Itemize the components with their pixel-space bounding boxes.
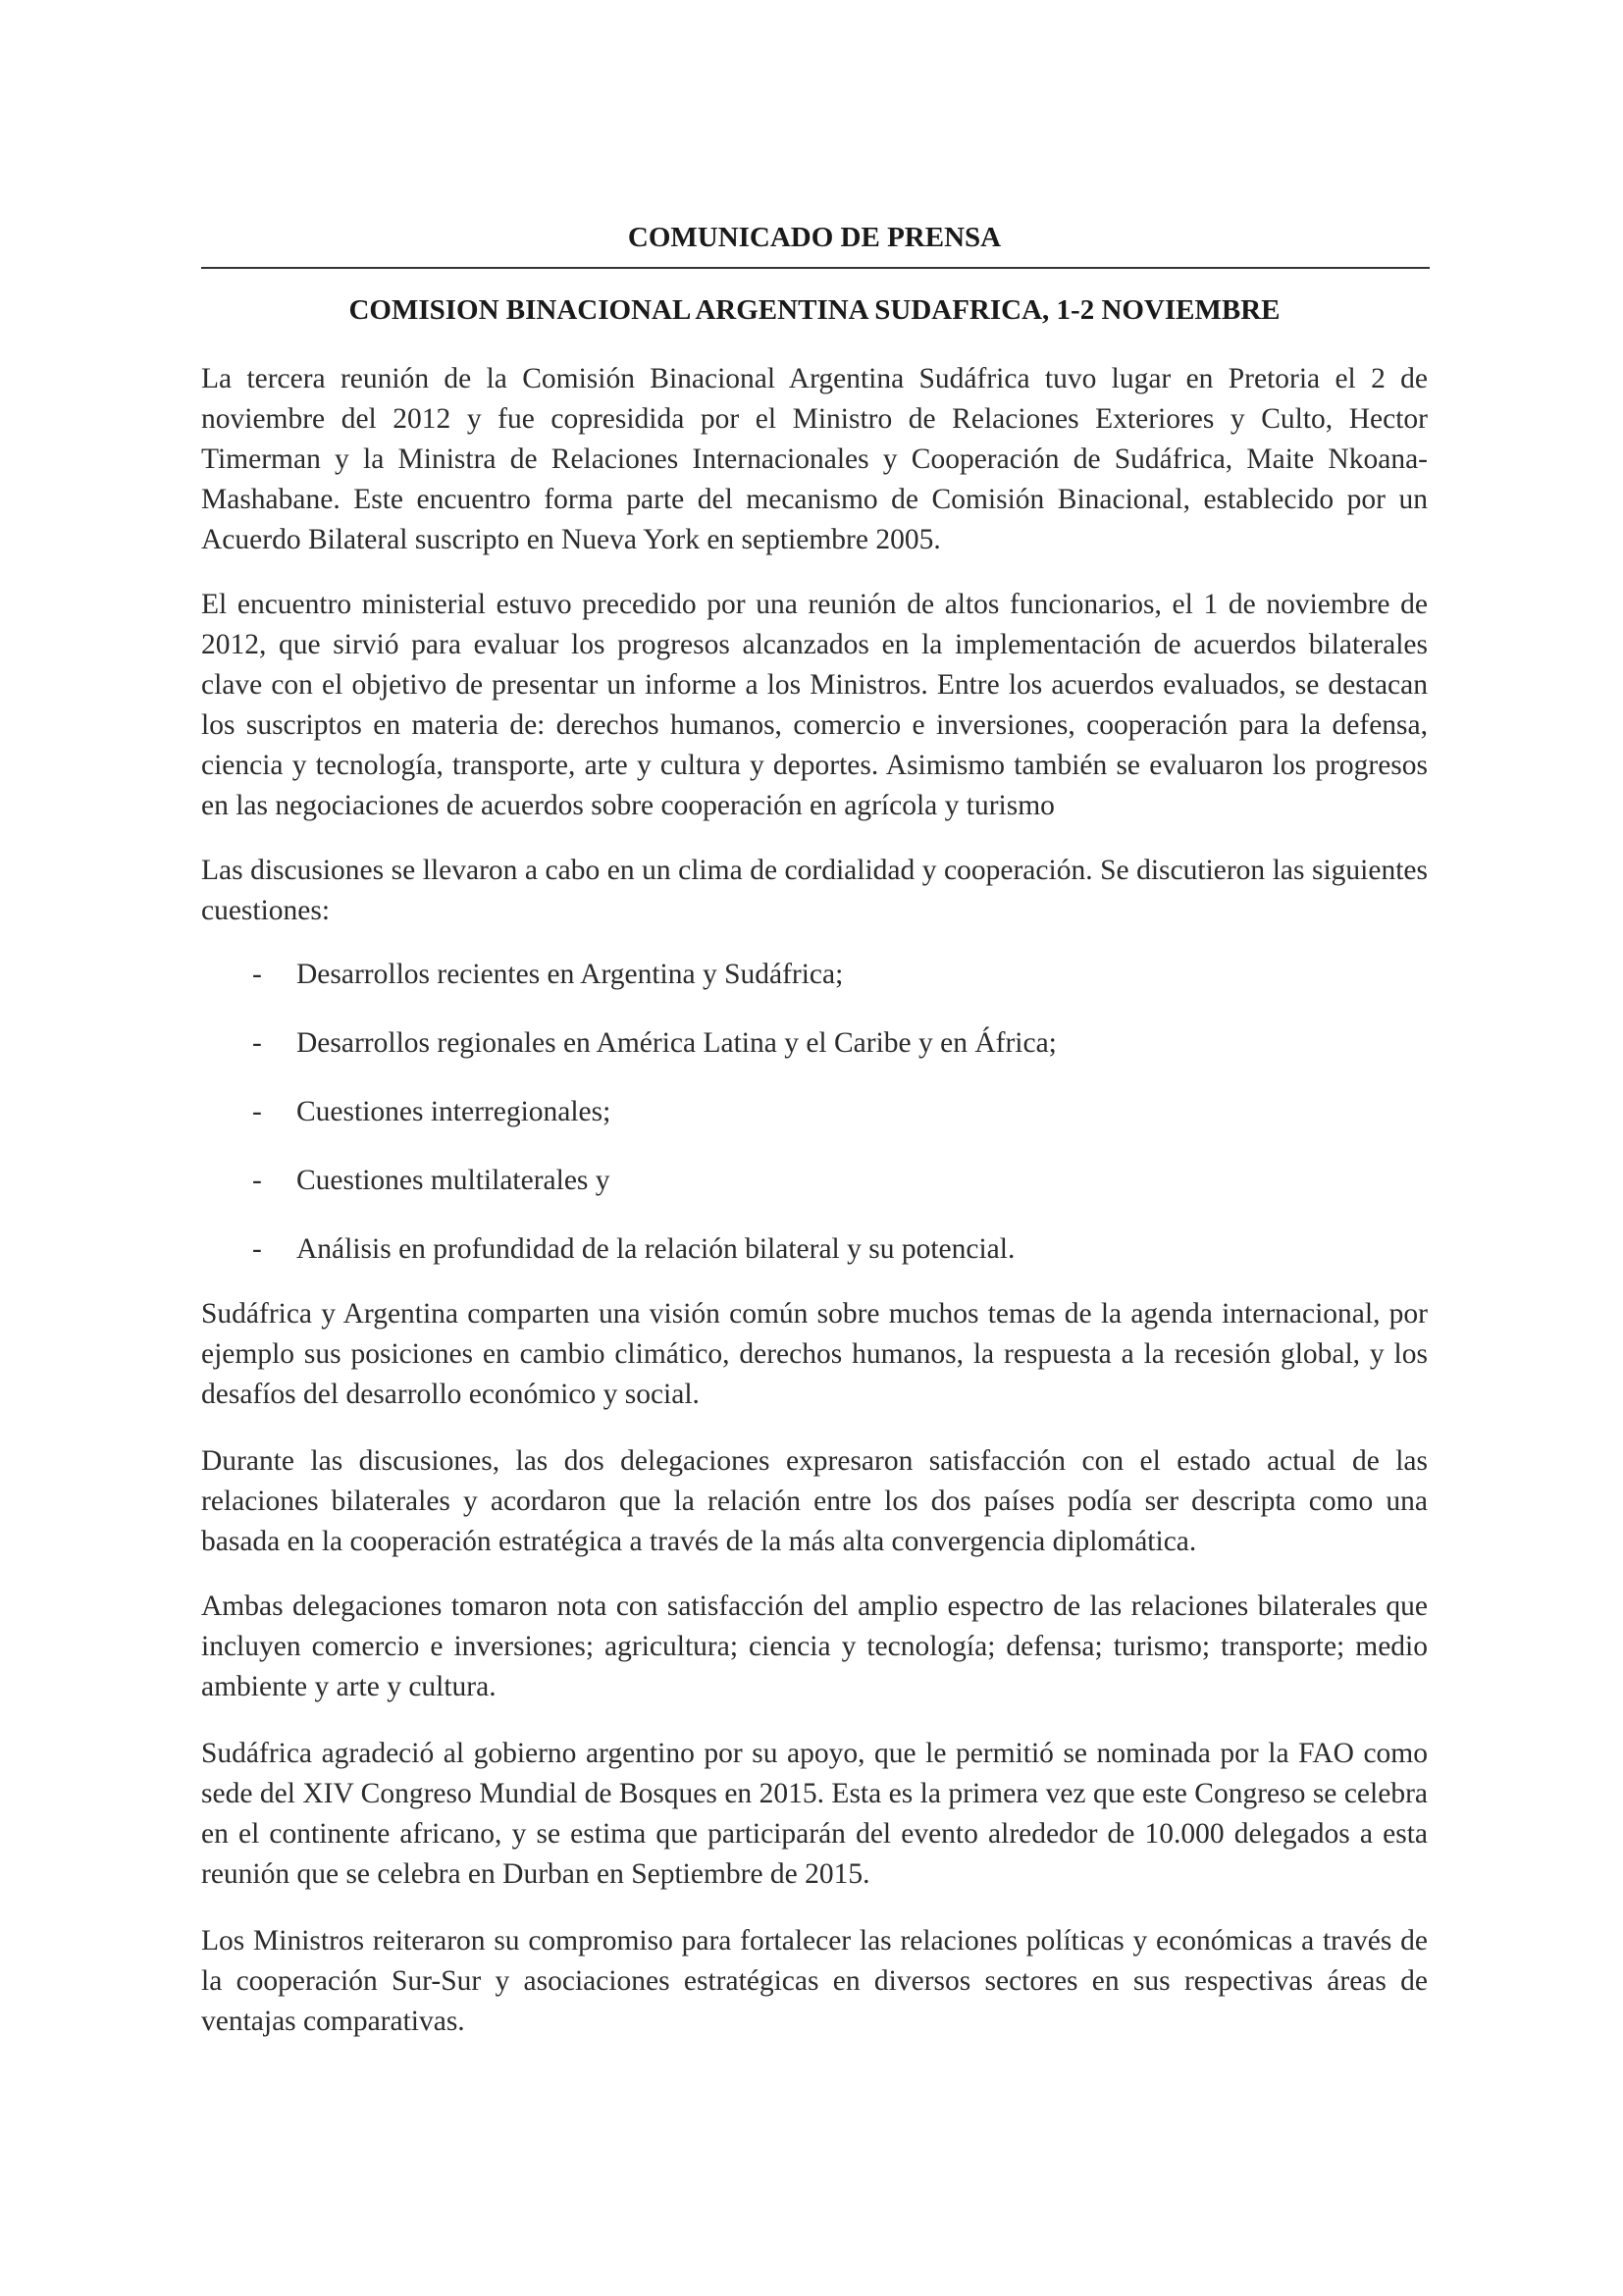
list-item-text: Análisis en profundidad de la relación bilateral y su potencial. [296, 1233, 1016, 1265]
paragraph-3: Las discusiones se llevaron a cabo en un clima de cordialidad y cooperación. Se discutieron las siguientes cuestiones: [201, 855, 1428, 926]
paragraph-2: El encuentro ministerial estuvo precedido por una reunión de altos funcionarios, el 1 de noviembre de 2012, que sirvió para evaluar los progresos alcanzados en la implementación de acuerdos bilaterales clave con el objetivo de presentar un informe a los Ministros. Entre los acuerdos evaluados, se destacan los suscriptos en materia de: derechos humanos, comercio e inversiones, cooperación para la defensa, ciencia y tecnología, transporte, arte y cultura y deportes. Asimismo también se evaluaron los progresos en las negociaciones de acuerdos sobre cooperación en agrícola y turismo [201, 589, 1428, 821]
document-title: COMUNICADO DE PRENSA [627, 222, 1002, 253]
list-item-text: Desarrollos recientes en Argentina y Sudáfrica; [296, 959, 844, 990]
paragraph-4: Sudáfrica y Argentina comparten una visión común sobre muchos temas de la agenda internacional, por ejemplo sus posiciones en cambio climático, derechos humanos, la respuesta a la recesión global, y los desafíos del desarrollo económico y social. [201, 1298, 1428, 1410]
title-divider [201, 267, 1430, 269]
paragraph-6: Ambas delegaciones tomaron nota con satisfacción del amplio espectro de las relaciones bilaterales que incluyen comercio e inversiones; agricultura; ciencia y tecnología; defensa; turismo; transporte; medio ambiente y arte y cultura. [201, 1591, 1428, 1702]
list-item [201, 955, 1428, 1023]
list-item-text: Cuestiones multilaterales y [296, 1165, 610, 1196]
bullet-dash: - [252, 1233, 262, 1265]
bullet-dash: - [252, 1165, 262, 1196]
paragraph-1: La tercera reunión de la Comisión Binacional Argentina Sudáfrica tuvo lugar en Pretoria el 2 de noviembre del 2012 y fue copresidida por el Ministro de Relaciones Exteriores y Culto, Hector Timerman y la Ministra de Relaciones Internacionales y Cooperación de Sudáfrica, Maite Nkoana-Mashabane. Este encuentro forma parte del mecanismo de Comisión Binacional, establecido por un Acuerdo Bilateral suscripto en Nueva York en septiembre 2005. [201, 363, 1428, 555]
list-item-text: Cuestiones interregionales; [296, 1096, 611, 1127]
list-item [201, 1023, 1428, 1092]
list-item [201, 1092, 1428, 1161]
paragraph-5: Durante las discusiones, las dos delegaciones expresaron satisfacción con el estado actual de las relaciones bilaterales y acordaron que la relación entre los dos países podía ser descripta como una basada en la cooperación estratégica a través de la más alta convergencia diplomática. [201, 1445, 1428, 1557]
paragraph-8: Los Ministros reiteraron su compromiso para fortalecer las relaciones políticas y económicas a través de la cooperación Sur-Sur y asociaciones estratégicas en diversos sectores en sus respectivas áreas de ventajas comparativas. [201, 1925, 1428, 2037]
bullet-dash: - [252, 1096, 262, 1127]
bullet-dash: - [252, 1027, 262, 1059]
paragraph-7: Sudáfrica agradeció al gobierno argentino por su apoyo, que le permitió se nominada por la FAO como sede del XIV Congreso Mundial de Bosques en 2015. Esta es la primera vez que este Congreso se celebra en el continente africano, y se estima que participarán del evento alrededor de 10.000 delegados a esta reunión que se celebra en Durban en Septiembre de 2015. [201, 1738, 1428, 1890]
bullet-dash: - [252, 959, 262, 990]
topics-list [201, 955, 1428, 1298]
document-subtitle: COMISION BINACIONAL ARGENTINA SUDAFRICA, 1-2 NOVIEMBRE [348, 294, 1281, 326]
list-item [201, 1161, 1428, 1229]
list-item-text: Desarrollos regionales en América Latina y el Caribe y en África; [296, 1027, 1057, 1059]
list-item [201, 1229, 1428, 1298]
